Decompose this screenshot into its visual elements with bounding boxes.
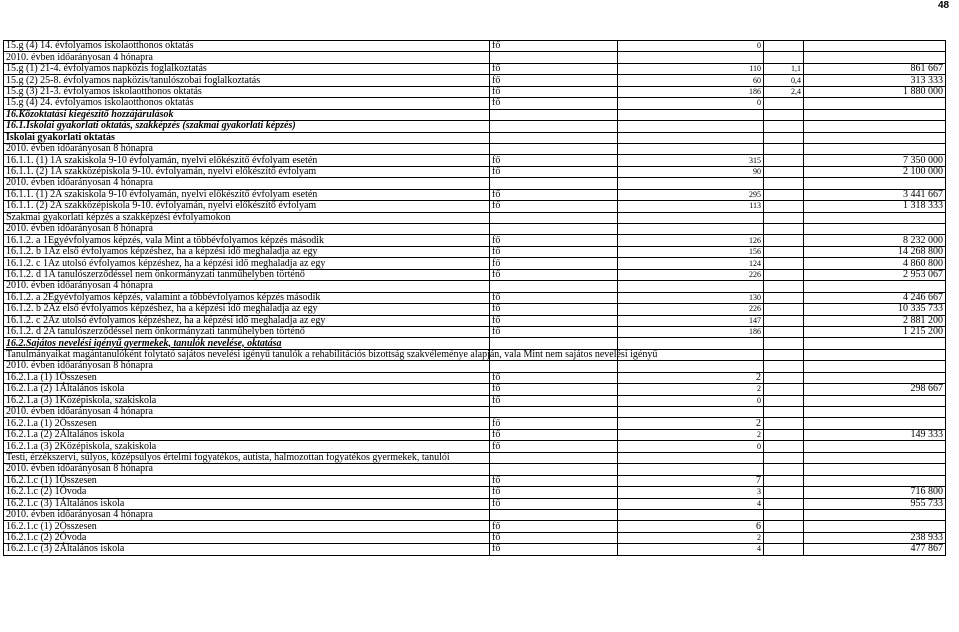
empty-cell — [618, 212, 764, 223]
table-row — [4, 75, 946, 86]
table-row — [4, 304, 946, 315]
empty-cell — [618, 452, 764, 463]
count-cell: 0 — [618, 441, 764, 452]
ratio-cell — [764, 475, 804, 486]
table-row — [4, 487, 946, 498]
amount-cell — [804, 372, 946, 383]
count-cell: 6 — [618, 521, 764, 532]
section-row — [4, 338, 946, 349]
description-cell: 16.1.2. b 2Az első évfolyamos képzéshez, ha a képzési idő meghaladja az egy — [4, 304, 490, 315]
empty-cell — [804, 452, 946, 463]
ratio-cell — [764, 292, 804, 303]
ratio-cell: 0,4 — [764, 75, 804, 86]
ratio-cell — [764, 372, 804, 383]
empty-cell — [490, 452, 618, 463]
description-cell: 16.2.1.a (2) 1Általános iskola — [4, 384, 490, 395]
unit-cell: fő — [490, 41, 618, 52]
description-cell: 16.1.2. d 1A tanulószerződéssel nem önkormányzati tanműhelyben történő — [4, 269, 490, 280]
amount-cell: 716 800 — [804, 487, 946, 498]
section-label-cell: Szakmai gyakorlati képzés a szakképzési évfolyamokon — [4, 212, 490, 223]
description-cell: 16.1.2. c 1Az utolsó évfolyamos képzéshez, ha a képzési idő meghaladja az egy — [4, 258, 490, 269]
empty-cell — [764, 224, 804, 235]
unit-cell: fő — [490, 189, 618, 200]
ratio-cell — [764, 441, 804, 452]
count-cell: 295 — [618, 189, 764, 200]
count-cell: 147 — [618, 315, 764, 326]
empty-cell — [618, 338, 764, 349]
empty-cell — [764, 452, 804, 463]
empty-cell — [490, 509, 618, 520]
unit-cell: fő — [490, 429, 618, 440]
unit-cell: fő — [490, 544, 618, 555]
ratio-cell — [764, 235, 804, 246]
unit-cell: fő — [490, 498, 618, 509]
description-cell: 16.1.1. (2) 1A szakközépiskola 9-10. évfolyamán, nyelvi előkészítő évfolyam — [4, 166, 490, 177]
empty-cell — [764, 509, 804, 520]
empty-cell — [764, 212, 804, 223]
ratio-cell — [764, 544, 804, 555]
table-row — [4, 532, 946, 543]
table-row — [4, 544, 946, 555]
ratio-cell — [764, 155, 804, 166]
empty-cell — [804, 407, 946, 418]
unit-cell: fő — [490, 166, 618, 177]
section-row — [4, 464, 946, 475]
amount-cell: 1 215 200 — [804, 326, 946, 337]
table-row — [4, 475, 946, 486]
unit-cell: fő — [490, 532, 618, 543]
count-cell: 130 — [618, 292, 764, 303]
unit-cell: fő — [490, 487, 618, 498]
ratio-cell — [764, 258, 804, 269]
empty-cell — [764, 407, 804, 418]
empty-cell — [764, 464, 804, 475]
section-row — [4, 361, 946, 372]
table-row — [4, 498, 946, 509]
description-cell: 16.1.1. (2) 2A szakközépiskola 9-10. évfolyamán, nyelvi előkészítő évfolyam — [4, 201, 490, 212]
empty-cell — [490, 464, 618, 475]
unit-cell: fő — [490, 418, 618, 429]
count-cell: 124 — [618, 258, 764, 269]
description-cell: 16.2.1.a (3) 2Középiskola, szakiskola — [4, 441, 490, 452]
empty-cell — [804, 281, 946, 292]
amount-cell: 298 667 — [804, 384, 946, 395]
description-cell: 16.1.2. d 2A tanulószerződéssel nem önkormányzati tanműhelyben történő — [4, 326, 490, 337]
empty-cell — [804, 52, 946, 63]
empty-cell — [618, 464, 764, 475]
unit-cell: fő — [490, 258, 618, 269]
empty-cell — [804, 178, 946, 189]
table-row — [4, 41, 946, 52]
description-cell: 15.g (4) 24. évfolyamos iskolaotthonos oktatás — [4, 98, 490, 109]
count-cell: 2 — [618, 532, 764, 543]
empty-cell — [490, 52, 618, 63]
section-label-cell: 2010. évben időarányosan 4 hónapra — [4, 281, 490, 292]
ratio-cell — [764, 384, 804, 395]
ratio-cell — [764, 326, 804, 337]
empty-cell — [804, 361, 946, 372]
amount-cell: 8 232 000 — [804, 235, 946, 246]
count-cell: 113 — [618, 201, 764, 212]
description-cell: 16.2.1.c (2) 2Óvoda — [4, 532, 490, 543]
description-cell: 15.g (4) 14. évfolyamos iskolaotthonos oktatás — [4, 41, 490, 52]
amount-cell: 2 100 000 — [804, 166, 946, 177]
ratio-cell — [764, 98, 804, 109]
description-cell: 16.1.2. b 1Az első évfolyamos képzéshez, ha a képzési idő meghaladja az egy — [4, 246, 490, 257]
table-row — [4, 326, 946, 337]
section-row — [4, 109, 946, 120]
description-cell: 16.2.1.c (1) 1Összesen — [4, 475, 490, 486]
table-row — [4, 418, 946, 429]
table-row — [4, 292, 946, 303]
section-label-cell: 2010. évben időarányosan 8 hónapra — [4, 143, 490, 154]
table-row — [4, 155, 946, 166]
unit-cell: fő — [490, 475, 618, 486]
description-cell: 16.2.1.c (3) 1Általános iskola — [4, 498, 490, 509]
count-cell: 156 — [618, 246, 764, 257]
empty-cell — [764, 349, 804, 360]
empty-cell — [764, 132, 804, 143]
count-cell: 4 — [618, 498, 764, 509]
empty-cell — [804, 338, 946, 349]
ratio-cell — [764, 269, 804, 280]
section-label-cell: Tanulmányaikat magántanulóként folytató sajátos nevelési igényű tanulók a rehabilitációs bizottság szakvéleménye alapján, vala Mint nem sajátos nevelési igényű — [4, 349, 490, 360]
empty-cell — [764, 143, 804, 154]
ratio-cell — [764, 498, 804, 509]
section-label-cell: 2010. évben időarányosan 4 hónapra — [4, 178, 490, 189]
count-cell: 0 — [618, 395, 764, 406]
count-cell: 2 — [618, 372, 764, 383]
description-cell: 16.2.1.c (1) 2Összesen — [4, 521, 490, 532]
amount-cell — [804, 395, 946, 406]
empty-cell — [764, 361, 804, 372]
section-row — [4, 224, 946, 235]
ratio-cell — [764, 429, 804, 440]
count-cell: 226 — [618, 269, 764, 280]
description-cell: 15.g (3) 21-3. évfolyamos iskolaotthonos oktatás — [4, 86, 490, 97]
empty-cell — [490, 224, 618, 235]
section-row — [4, 52, 946, 63]
unit-cell: fő — [490, 155, 618, 166]
empty-cell — [764, 338, 804, 349]
count-cell: 2 — [618, 429, 764, 440]
empty-cell — [618, 281, 764, 292]
unit-cell: fő — [490, 98, 618, 109]
empty-cell — [804, 224, 946, 235]
empty-cell — [490, 132, 618, 143]
table-row — [4, 521, 946, 532]
amount-cell — [804, 98, 946, 109]
count-cell: 7 — [618, 475, 764, 486]
ratio-cell — [764, 41, 804, 52]
unit-cell: fő — [490, 86, 618, 97]
unit-cell: fő — [490, 441, 618, 452]
empty-cell — [490, 109, 618, 120]
amount-cell: 4 246 667 — [804, 292, 946, 303]
ratio-cell — [764, 395, 804, 406]
empty-cell — [490, 338, 618, 349]
amount-cell: 861 667 — [804, 63, 946, 74]
unit-cell: fő — [490, 75, 618, 86]
unit-cell: fő — [490, 304, 618, 315]
description-cell: 16.2.1.a (1) 2Összesen — [4, 418, 490, 429]
section-label-cell: 16.1.Iskolai gyakorlati oktatás, szakképzés (szakmai gyakorlati képzés) — [4, 121, 490, 132]
table-row — [4, 246, 946, 257]
unit-cell: fő — [490, 292, 618, 303]
section-label-cell: 16.2.Sajátos nevelési igényű gyermekek, tanulók nevelése, oktatása — [4, 338, 490, 349]
count-cell: 226 — [618, 304, 764, 315]
empty-cell — [490, 361, 618, 372]
amount-cell: 477 867 — [804, 544, 946, 555]
empty-cell — [764, 281, 804, 292]
empty-cell — [618, 178, 764, 189]
empty-cell — [764, 52, 804, 63]
description-cell: 15.g (2) 25-8. évfolyamos napközis/tanulószobai foglalkoztatás — [4, 75, 490, 86]
description-cell: 16.2.1.a (1) 1Összesen — [4, 372, 490, 383]
amount-cell: 149 333 — [804, 429, 946, 440]
section-row — [4, 509, 946, 520]
empty-cell — [490, 143, 618, 154]
amount-cell — [804, 418, 946, 429]
ratio-cell: 1,1 — [764, 63, 804, 74]
table-row — [4, 315, 946, 326]
count-cell: 186 — [618, 326, 764, 337]
section-row — [4, 143, 946, 154]
ratio-cell — [764, 521, 804, 532]
table-row — [4, 86, 946, 97]
table-row — [4, 258, 946, 269]
amount-cell — [804, 41, 946, 52]
description-cell: 16.2.1.c (2) 1Óvoda — [4, 487, 490, 498]
section-label-cell: Testi, érzékszervi, súlyos, középsúlyos értelmi fogyatékos, autista, halmozottan fogyatékos gyermekek, tanulói — [4, 452, 490, 463]
unit-cell: fő — [490, 246, 618, 257]
table-row — [4, 269, 946, 280]
empty-cell — [804, 132, 946, 143]
unit-cell: fő — [490, 326, 618, 337]
empty-cell — [490, 407, 618, 418]
amount-cell: 313 333 — [804, 75, 946, 86]
table-row — [4, 98, 946, 109]
table-row — [4, 384, 946, 395]
empty-cell — [490, 212, 618, 223]
section-label-cell: 16.Közoktatási kiegészítő hozzájárulások — [4, 109, 490, 120]
empty-cell — [804, 509, 946, 520]
table-row — [4, 395, 946, 406]
empty-cell — [764, 109, 804, 120]
empty-cell — [490, 178, 618, 189]
table-row — [4, 189, 946, 200]
empty-cell — [618, 407, 764, 418]
empty-cell — [804, 109, 946, 120]
amount-cell: 3 441 667 — [804, 189, 946, 200]
count-cell: 2 — [618, 418, 764, 429]
count-cell: 3 — [618, 487, 764, 498]
section-row — [4, 281, 946, 292]
count-cell: 186 — [618, 86, 764, 97]
empty-cell — [618, 121, 764, 132]
section-row — [4, 349, 946, 360]
amount-cell: 955 733 — [804, 498, 946, 509]
empty-cell — [618, 132, 764, 143]
count-cell: 2 — [618, 384, 764, 395]
amount-cell: 14 268 800 — [804, 246, 946, 257]
section-row — [4, 121, 946, 132]
count-cell: 60 — [618, 75, 764, 86]
budget-table-body — [4, 41, 946, 556]
section-row — [4, 178, 946, 189]
unit-cell: fő — [490, 201, 618, 212]
unit-cell: fő — [490, 63, 618, 74]
empty-cell — [764, 178, 804, 189]
ratio-cell — [764, 304, 804, 315]
amount-cell — [804, 475, 946, 486]
section-label-cell: Iskolai gyakorlati oktatás — [4, 132, 490, 143]
empty-cell — [804, 464, 946, 475]
empty-cell — [490, 121, 618, 132]
section-label-cell: 2010. évben időarányosan 4 hónapra — [4, 509, 490, 520]
unit-cell: fő — [490, 395, 618, 406]
unit-cell: fő — [490, 315, 618, 326]
section-label-cell: 2010. évben időarányosan 4 hónapra — [4, 407, 490, 418]
amount-cell — [804, 441, 946, 452]
section-row — [4, 452, 946, 463]
empty-cell — [804, 143, 946, 154]
budget-table — [3, 40, 946, 556]
ratio-cell: 2,4 — [764, 86, 804, 97]
amount-cell: 1 880 000 — [804, 86, 946, 97]
table-row — [4, 166, 946, 177]
page-number: 48 — [938, 0, 950, 11]
empty-cell — [804, 212, 946, 223]
section-label-cell: 2010. évben időarányosan 8 hónapra — [4, 224, 490, 235]
amount-cell: 10 335 733 — [804, 304, 946, 315]
section-label-cell: 2010. évben időarányosan 8 hónapra — [4, 464, 490, 475]
count-cell: 4 — [618, 544, 764, 555]
count-cell: 90 — [618, 166, 764, 177]
table-row — [4, 63, 946, 74]
empty-cell — [764, 121, 804, 132]
amount-cell — [804, 521, 946, 532]
empty-cell — [490, 281, 618, 292]
section-label-cell: 2010. évben időarányosan 8 hónapra — [4, 361, 490, 372]
description-cell: 16.2.1.a (2) 2Általános iskola — [4, 429, 490, 440]
unit-cell: fő — [490, 235, 618, 246]
section-label-cell: 2010. évben időarányosan 4 hónapra — [4, 52, 490, 63]
description-cell: 16.1.1. (1) 1A szakiskola 9-10 évfolyamán, nyelvi előkészítő évfolyam esetén — [4, 155, 490, 166]
amount-cell: 1 318 333 — [804, 201, 946, 212]
ratio-cell — [764, 189, 804, 200]
unit-cell: fő — [490, 521, 618, 532]
unit-cell: fő — [490, 372, 618, 383]
amount-cell: 4 860 800 — [804, 258, 946, 269]
section-row — [4, 212, 946, 223]
empty-cell — [804, 121, 946, 132]
empty-cell — [618, 143, 764, 154]
table-row — [4, 441, 946, 452]
count-cell: 315 — [618, 155, 764, 166]
amount-cell: 238 933 — [804, 532, 946, 543]
description-cell: 16.1.2. a 2Egyévfolyamos képzés, valamint a többévfolyamos képzés második — [4, 292, 490, 303]
description-cell: 16.1.1. (1) 2A szakiskola 9-10 évfolyamán, nyelvi előkészítő évfolyam esetén — [4, 189, 490, 200]
empty-cell — [618, 109, 764, 120]
count-cell: 110 — [618, 63, 764, 74]
empty-cell — [804, 349, 946, 360]
ratio-cell — [764, 487, 804, 498]
ratio-cell — [764, 201, 804, 212]
description-cell: 16.1.2. c 2Az utolsó évfolyamos képzéshez, ha a képzési idő meghaladja az egy — [4, 315, 490, 326]
table-row — [4, 201, 946, 212]
ratio-cell — [764, 166, 804, 177]
count-cell: 0 — [618, 98, 764, 109]
empty-cell — [618, 52, 764, 63]
empty-cell — [618, 224, 764, 235]
ratio-cell — [764, 532, 804, 543]
empty-cell — [618, 509, 764, 520]
description-cell: 16.1.2. a 1Egyévfolyamos képzés, vala Mint a többévfolyamos képzés második — [4, 235, 490, 246]
ratio-cell — [764, 418, 804, 429]
ratio-cell — [764, 246, 804, 257]
ratio-cell — [764, 315, 804, 326]
description-cell: 16.2.1.c (3) 2Általános iskola — [4, 544, 490, 555]
unit-cell: fő — [490, 269, 618, 280]
table-row — [4, 235, 946, 246]
count-cell: 0 — [618, 41, 764, 52]
amount-cell: 2 953 067 — [804, 269, 946, 280]
section-row — [4, 132, 946, 143]
description-cell: 16.2.1.a (3) 1Középiskola, szakiskola — [4, 395, 490, 406]
amount-cell: 7 350 000 — [804, 155, 946, 166]
table-row — [4, 372, 946, 383]
table-row — [4, 429, 946, 440]
amount-cell: 2 881 200 — [804, 315, 946, 326]
count-cell: 126 — [618, 235, 764, 246]
description-cell: 15.g (1) 21-4. évfolyamos napközis foglalkoztatás — [4, 63, 490, 74]
empty-cell — [618, 361, 764, 372]
section-row — [4, 407, 946, 418]
unit-cell: fő — [490, 384, 618, 395]
